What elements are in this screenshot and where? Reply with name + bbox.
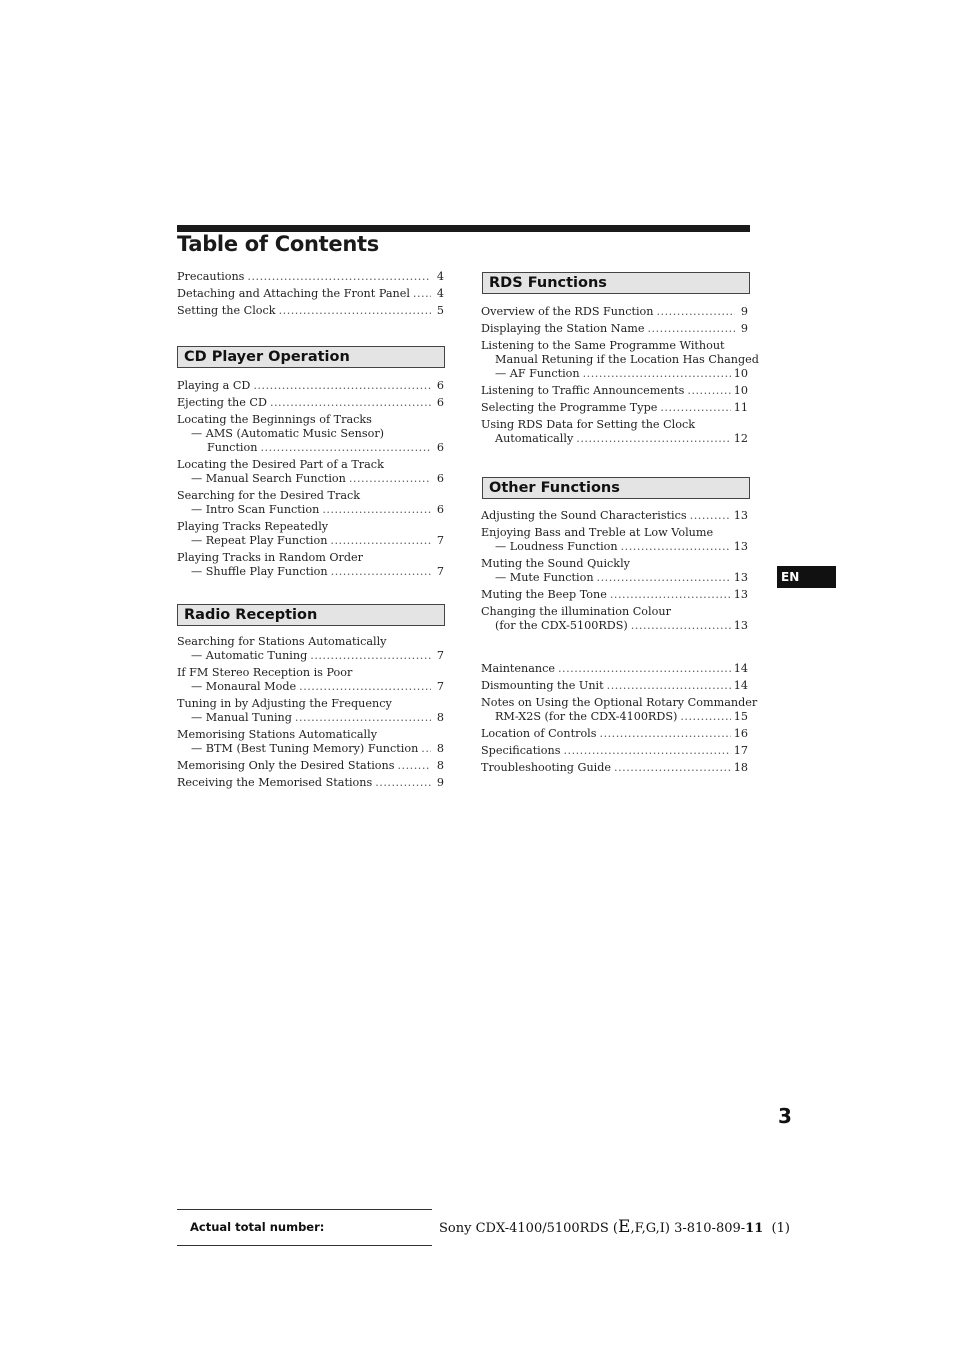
toc-page-number: 14 bbox=[733, 679, 748, 692]
dot-leader bbox=[660, 401, 730, 415]
toc-entry bbox=[481, 401, 748, 415]
toc-page-number: 13 bbox=[733, 571, 748, 584]
toc-line bbox=[177, 776, 444, 790]
toc-line bbox=[481, 588, 748, 602]
toc-line bbox=[481, 526, 748, 540]
dot-leader bbox=[349, 472, 431, 486]
toc-line bbox=[481, 744, 748, 758]
toc-text: Specifications bbox=[481, 744, 561, 757]
toc-entry bbox=[177, 304, 444, 318]
toc-page-number: 7 bbox=[436, 680, 444, 693]
dot-leader bbox=[253, 379, 431, 393]
dot-leader bbox=[607, 679, 731, 693]
footer-model-mid: ,F,G,I) 3-810-809- bbox=[630, 1221, 746, 1236]
toc-text: Locating the Desired Part of a Track bbox=[177, 458, 384, 471]
toc-page-number: 10 bbox=[733, 384, 748, 397]
toc-text: Enjoying Bass and Treble at Low Volume bbox=[481, 526, 714, 539]
toc-text: Detaching and Attaching the Front Panel bbox=[177, 287, 410, 300]
toc-entry bbox=[481, 509, 748, 523]
dot-leader bbox=[610, 588, 731, 602]
dot-leader bbox=[563, 744, 730, 758]
toc-text: RM-X2S (for the CDX-4100RDS) bbox=[495, 710, 678, 723]
toc-page-number: 13 bbox=[733, 509, 748, 522]
footer-model-prefix: Sony CDX-4100/5100RDS ( bbox=[439, 1221, 619, 1236]
page-title: Table of Contents bbox=[177, 232, 379, 256]
toc-page-number: 13 bbox=[733, 619, 748, 632]
toc-entry bbox=[481, 761, 748, 775]
toc-entry bbox=[177, 551, 444, 579]
dot-leader bbox=[657, 305, 736, 319]
toc-page-number: 11 bbox=[733, 401, 748, 414]
toc-entry bbox=[177, 413, 444, 455]
toc-entry bbox=[177, 520, 444, 548]
toc-text: Dismounting the Unit bbox=[481, 679, 604, 692]
toc-line bbox=[177, 458, 444, 472]
dot-leader bbox=[576, 432, 730, 446]
toc-page-number: 4 bbox=[436, 287, 444, 300]
toc-line bbox=[481, 509, 748, 523]
toc-page-number: 6 bbox=[436, 396, 444, 409]
footer-rule-bottom bbox=[177, 1245, 432, 1246]
toc-text: — Manual Tuning bbox=[191, 711, 292, 724]
toc-text: Troubleshooting Guide bbox=[481, 761, 612, 774]
toc-rds bbox=[481, 305, 759, 449]
toc-entry bbox=[177, 458, 444, 486]
toc-text: — Automatic Tuning bbox=[191, 649, 308, 662]
toc-text: Playing a CD bbox=[177, 379, 251, 392]
toc-line bbox=[481, 339, 748, 353]
dot-leader bbox=[270, 396, 431, 410]
toc-text: Listening to Traffic Announcements bbox=[481, 384, 685, 397]
toc-text: — Loudness Function bbox=[495, 540, 618, 553]
toc-line bbox=[481, 571, 748, 585]
toc-page-number: 8 bbox=[436, 759, 444, 772]
dot-leader bbox=[687, 384, 730, 398]
toc-line bbox=[177, 565, 444, 579]
toc-line bbox=[481, 367, 748, 381]
toc-entry bbox=[177, 287, 444, 301]
toc-text: Playing Tracks Repeatedly bbox=[177, 520, 329, 533]
dot-leader bbox=[331, 565, 431, 579]
dot-leader bbox=[299, 680, 431, 694]
dot-leader bbox=[330, 534, 431, 548]
toc-text: Muting the Sound Quickly bbox=[481, 557, 630, 570]
dot-leader bbox=[413, 287, 431, 301]
toc-text: Ejecting the CD bbox=[177, 396, 267, 409]
toc-page-number: 18 bbox=[733, 761, 748, 774]
dot-leader bbox=[397, 759, 431, 773]
toc-page-number: 6 bbox=[436, 503, 444, 516]
toc-line bbox=[177, 396, 444, 410]
toc-line bbox=[481, 305, 748, 319]
toc-line bbox=[177, 441, 444, 455]
toc-line bbox=[481, 557, 748, 571]
dot-leader bbox=[247, 270, 431, 284]
toc-entry bbox=[481, 557, 748, 585]
toc-text: Maintenance bbox=[481, 662, 555, 675]
dot-leader bbox=[631, 619, 731, 633]
dot-leader bbox=[310, 649, 431, 663]
toc-text: Precautions bbox=[177, 270, 245, 283]
toc-text: Manual Retuning if the Location Has Changed bbox=[495, 353, 759, 366]
dot-leader bbox=[558, 662, 731, 676]
toc-entry bbox=[177, 270, 444, 284]
toc-text: Using RDS Data for Setting the Clock bbox=[481, 418, 695, 431]
toc-page-number: 8 bbox=[436, 742, 444, 755]
toc-page-number: 14 bbox=[733, 662, 748, 675]
toc-line bbox=[177, 697, 444, 711]
toc-line bbox=[481, 619, 748, 633]
toc-radio bbox=[177, 635, 444, 793]
toc-page-number: 8 bbox=[436, 711, 444, 724]
page-number: 3 bbox=[778, 1104, 792, 1128]
toc-line bbox=[481, 727, 748, 741]
toc-page-number: 6 bbox=[436, 472, 444, 485]
toc-entry bbox=[177, 396, 444, 410]
toc-line bbox=[177, 728, 444, 742]
toc-line bbox=[481, 662, 748, 676]
toc-line bbox=[177, 534, 444, 548]
toc-entry bbox=[481, 662, 748, 676]
toc-entry bbox=[481, 526, 748, 554]
toc-text: Location of Controls bbox=[481, 727, 597, 740]
dot-leader bbox=[600, 727, 731, 741]
toc-entry bbox=[177, 759, 444, 773]
toc-text: — BTM (Best Tuning Memory) Function bbox=[191, 742, 419, 755]
toc-text: — Mute Function bbox=[495, 571, 594, 584]
toc-entry bbox=[481, 727, 748, 741]
footer-model-version: 11 bbox=[745, 1221, 764, 1236]
toc-page-number: 9 bbox=[740, 322, 748, 335]
toc-text: — Repeat Play Function bbox=[191, 534, 328, 547]
dot-leader bbox=[279, 304, 431, 318]
toc-page-number: 10 bbox=[733, 367, 748, 380]
toc-text: Searching for the Desired Track bbox=[177, 489, 361, 502]
toc-page-number: 7 bbox=[436, 649, 444, 662]
toc-text: Notes on Using the Optional Rotary Commander bbox=[481, 696, 758, 709]
toc-text: Memorising Only the Desired Stations bbox=[177, 759, 395, 772]
toc-line bbox=[177, 427, 444, 441]
toc-text: — Shuffle Play Function bbox=[191, 565, 328, 578]
toc-cd bbox=[177, 379, 444, 582]
toc-line bbox=[481, 401, 748, 415]
toc-page-number: 12 bbox=[733, 432, 748, 445]
section-heading-other: Other Functions bbox=[482, 477, 750, 499]
toc-page-number: 15 bbox=[733, 710, 748, 723]
toc-page-number: 16 bbox=[733, 727, 748, 740]
toc-entry bbox=[481, 605, 748, 633]
toc-page-number: 13 bbox=[733, 540, 748, 553]
toc-line bbox=[177, 649, 444, 663]
toc-line bbox=[481, 540, 748, 554]
toc-line bbox=[481, 696, 758, 710]
toc-text: Receiving the Memorised Stations bbox=[177, 776, 373, 789]
dot-leader bbox=[260, 441, 431, 455]
toc-entry bbox=[481, 679, 748, 693]
dot-leader bbox=[621, 540, 731, 554]
toc-line bbox=[177, 551, 444, 565]
section-heading-radio: Radio Reception bbox=[177, 604, 445, 626]
toc-line bbox=[177, 680, 444, 694]
toc-text: If FM Stereo Reception is Poor bbox=[177, 666, 353, 679]
toc-line bbox=[177, 413, 444, 427]
toc-text: Function bbox=[207, 441, 258, 454]
toc-entry bbox=[481, 744, 748, 758]
dot-leader bbox=[648, 322, 736, 336]
toc-text: Muting the Beep Tone bbox=[481, 588, 607, 601]
toc-entry bbox=[481, 305, 748, 319]
toc-entry bbox=[177, 489, 444, 517]
toc-line bbox=[177, 666, 444, 680]
toc-line bbox=[177, 742, 444, 756]
toc-text: — Intro Scan Function bbox=[191, 503, 320, 516]
footer-model-lang: E bbox=[618, 1217, 631, 1237]
section-heading-rds: RDS Functions bbox=[482, 272, 750, 294]
dot-leader bbox=[583, 367, 731, 381]
toc-line bbox=[481, 322, 748, 336]
toc-entry bbox=[177, 379, 444, 393]
toc-entry bbox=[481, 384, 748, 398]
toc-page-number: 9 bbox=[436, 776, 444, 789]
toc-page-number: 5 bbox=[436, 304, 444, 317]
toc-text: Displaying the Station Name bbox=[481, 322, 645, 335]
toc-line bbox=[481, 679, 748, 693]
toc-line bbox=[177, 759, 444, 773]
toc-line bbox=[177, 489, 444, 503]
toc-text: Searching for Stations Automatically bbox=[177, 635, 387, 648]
toc-line bbox=[177, 379, 444, 393]
toc-other bbox=[481, 509, 748, 636]
toc-line bbox=[177, 287, 444, 301]
dot-leader bbox=[322, 503, 431, 517]
toc-entry bbox=[177, 776, 444, 790]
dot-leader bbox=[375, 776, 431, 790]
toc-line bbox=[177, 503, 444, 517]
dot-leader bbox=[295, 711, 431, 725]
toc-line bbox=[481, 353, 759, 367]
toc-line bbox=[177, 270, 444, 284]
toc-entry bbox=[481, 339, 759, 381]
toc-page-number: 4 bbox=[436, 270, 444, 283]
toc-line bbox=[177, 520, 444, 534]
toc-line bbox=[177, 304, 444, 318]
toc-page-number: 6 bbox=[436, 441, 444, 454]
toc-text: Playing Tracks in Random Order bbox=[177, 551, 364, 564]
toc-entry bbox=[481, 588, 748, 602]
toc-entry bbox=[177, 728, 444, 756]
toc-text: Adjusting the Sound Characteristics bbox=[481, 509, 687, 522]
toc-line bbox=[481, 418, 748, 432]
toc-page-number: 7 bbox=[436, 565, 444, 578]
toc-entry bbox=[177, 635, 444, 663]
footer-rule-top bbox=[177, 1209, 432, 1210]
dot-leader bbox=[597, 571, 731, 585]
toc-line bbox=[481, 710, 748, 724]
toc-entry bbox=[177, 666, 444, 694]
toc-intro bbox=[177, 270, 444, 321]
dot-leader bbox=[614, 761, 731, 775]
toc-text: Tuning in by Adjusting the Frequency bbox=[177, 697, 392, 710]
toc-text: (for the CDX-5100RDS) bbox=[495, 619, 628, 632]
footer-label: Actual total number: bbox=[190, 1220, 325, 1234]
toc-text: Locating the Beginnings of Tracks bbox=[177, 413, 372, 426]
toc-line bbox=[481, 384, 748, 398]
toc-entry bbox=[177, 697, 444, 725]
toc-text: Automatically bbox=[495, 432, 574, 445]
toc-page-number: 13 bbox=[733, 588, 748, 601]
toc-text: — Manual Search Function bbox=[191, 472, 346, 485]
toc-entry bbox=[481, 322, 748, 336]
section-heading-cd: CD Player Operation bbox=[177, 346, 445, 368]
toc-line bbox=[481, 605, 748, 619]
toc-page-number: 17 bbox=[733, 744, 748, 757]
toc-line bbox=[177, 472, 444, 486]
toc-line bbox=[177, 635, 444, 649]
dot-leader bbox=[680, 710, 730, 724]
toc-page-number: 6 bbox=[436, 379, 444, 392]
toc-page-number: 9 bbox=[740, 305, 748, 318]
toc-text: Overview of the RDS Function bbox=[481, 305, 654, 318]
title-rule bbox=[177, 225, 750, 232]
footer-model bbox=[439, 1217, 790, 1237]
toc-text: Setting the Clock bbox=[177, 304, 276, 317]
toc-line bbox=[481, 761, 748, 775]
language-tab: EN bbox=[777, 566, 836, 588]
toc-page-number: 7 bbox=[436, 534, 444, 547]
toc-line bbox=[177, 711, 444, 725]
toc-entry bbox=[481, 696, 758, 724]
toc-line bbox=[481, 432, 748, 446]
toc-text: Changing the illumination Colour bbox=[481, 605, 671, 618]
toc-text: — AF Function bbox=[495, 367, 580, 380]
dot-leader bbox=[421, 742, 431, 756]
toc-text: — Monaural Mode bbox=[191, 680, 297, 693]
dot-leader bbox=[690, 509, 731, 523]
toc-misc bbox=[481, 662, 758, 778]
footer-model-suffix: (1) bbox=[763, 1221, 790, 1236]
toc-text: Listening to the Same Programme Without bbox=[481, 339, 725, 352]
toc-text: Selecting the Programme Type bbox=[481, 401, 658, 414]
toc-entry bbox=[481, 418, 748, 446]
toc-text: — AMS (Automatic Music Sensor) bbox=[191, 427, 385, 440]
toc-text: Memorising Stations Automatically bbox=[177, 728, 378, 741]
